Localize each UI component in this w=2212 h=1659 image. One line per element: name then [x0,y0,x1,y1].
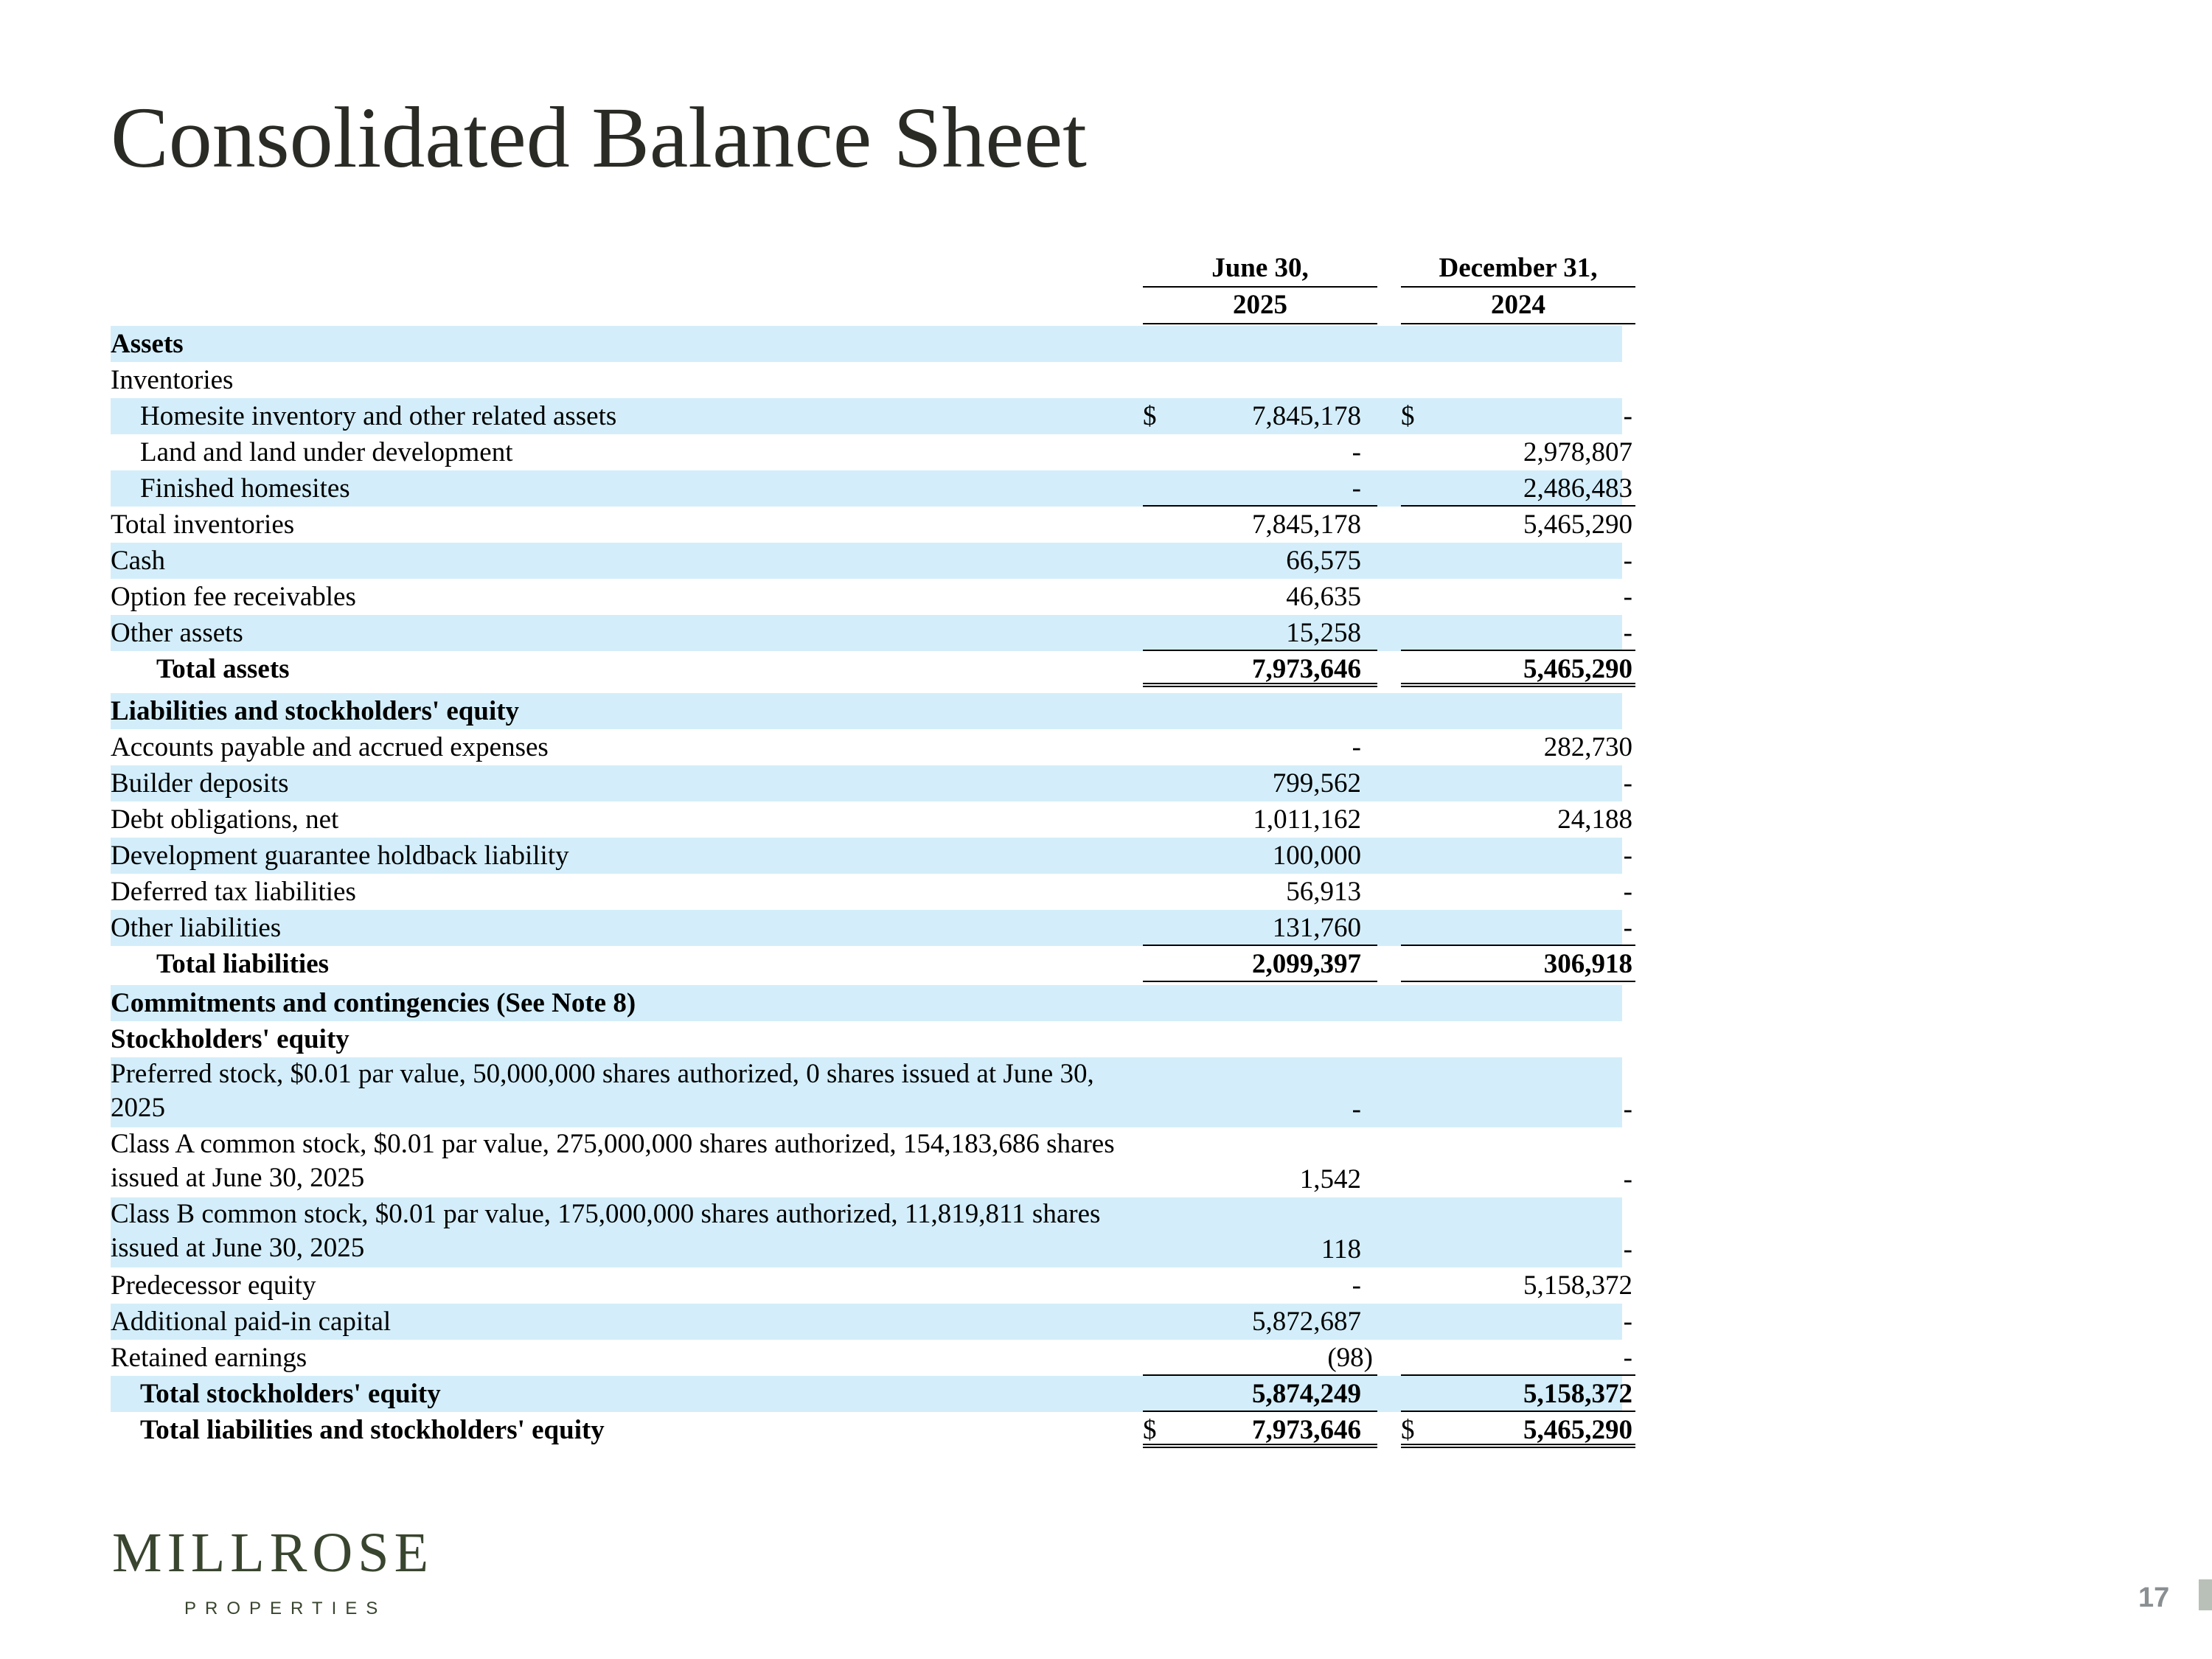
row-cash [111,543,1632,579]
page-number: 17 [2138,1582,2170,1613]
value-cell: 5,158,372 [1401,1376,1635,1412]
value-cell: 2,486,483 [1401,470,1635,507]
value-cell [1143,326,1377,362]
column-header-line1: June 30, [1143,251,1377,288]
logo-wordmark: MILLROSE [112,1522,434,1584]
row-label: Inventories [111,365,234,395]
value-cell: 799,562 [1272,768,1361,799]
row-label: Retained earnings [111,1343,307,1373]
value-cell: 24,188 [1557,804,1632,835]
column-header-line2: 2025 [1143,288,1377,324]
logo-subtitle: PROPERTIES [184,1599,387,1618]
section-header-liabilities [111,693,1622,729]
row-total-stockholders-equity [111,1376,1632,1412]
row-total-inventories [111,507,1632,543]
spacer [111,687,1622,693]
value-cell: - [1401,615,1635,651]
value-cell: - [1623,768,1632,799]
row-land [111,434,1632,470]
row-label: Class B common stock, $0.01 par value, 175,000,000 shares authorized, 11,819,811 shares issued at June 30, 2025 [111,1199,1101,1263]
currency-symbol: $ [1143,401,1157,431]
page-marker-bar [2199,1579,2212,1610]
value-text: 7,845,178 [1252,401,1361,431]
value-cell: - [1623,1234,1632,1265]
row-label: Commitments and contingencies (See Note 8) [111,988,636,1018]
row-retained-earnings [111,1340,1632,1376]
row-label: Land and land under development [140,437,513,467]
value-cell: 2,099,397 [1143,946,1377,982]
value-cell: - [1623,546,1632,576]
value-cell: - [1143,470,1377,507]
row-label: Stockholders' equity [111,1024,349,1054]
row-label: Finished homesites [140,473,350,504]
row-label: Other assets [111,618,243,648]
value-cell: 5,465,290 [1401,651,1635,687]
value-cell: 100,000 [1272,841,1361,871]
value-text: 5,465,290 [1523,1415,1632,1445]
value-cell: 118 [1321,1234,1361,1265]
value-cell: 7,973,646 [1143,651,1377,687]
section-header-assets [111,326,1622,362]
value-cell: 56,913 [1286,877,1361,907]
value-text: - [1623,401,1632,431]
row-label: Deferred tax liabilities [111,877,356,907]
row-label: Total liabilities and stockholders' equity [140,1415,605,1445]
value-cell: - [1401,910,1635,946]
millrose-logo [112,1522,434,1619]
row-label: Total stockholders' equity [140,1379,441,1409]
value-cell: 5,874,249 [1143,1376,1377,1412]
value-cell: 5,158,372 [1523,1270,1632,1301]
value-cell: - [1352,732,1361,762]
row-accounts-payable [111,729,1632,765]
value-cell: - [1623,841,1632,871]
row-commitments [111,985,1622,1021]
row-label: Option fee receivables [111,582,356,612]
row-option-fee-receivables [111,579,1632,615]
row-label: Total liabilities [156,949,330,979]
row-finished-homesites [111,470,1632,507]
value-cell: 5,872,687 [1252,1307,1361,1337]
row-inventories [111,362,1622,398]
row-label: Assets [111,329,184,359]
value-cell: - [1401,1340,1635,1376]
column-header-december-2024 [1401,251,1635,324]
row-label: Accounts payable and accrued expenses [111,732,549,762]
value-cell: 5,465,290 [1523,509,1632,540]
value-cell: - [1623,582,1632,612]
row-label: Total inventories [111,509,295,540]
row-total-liabilities [111,946,1632,982]
value-cell: 306,918 [1401,946,1635,982]
row-label: Cash [111,546,165,576]
value-cell [1143,1412,1377,1448]
row-label: Additional paid-in capital [111,1307,392,1337]
value-cell: - [1623,877,1632,907]
value-cell [1401,398,1635,434]
row-development-guarantee [111,838,1632,874]
row-deferred-tax [111,874,1632,910]
value-cell: - [1352,437,1361,467]
row-class-a-stock [111,1127,1632,1197]
value-text: 7,973,646 [1252,1415,1361,1445]
row-class-b-stock [111,1197,1632,1267]
value-cell: 7,845,178 [1252,509,1361,540]
row-label: Total assets [156,654,290,684]
column-headers [111,251,1622,326]
row-debt-obligations [111,801,1632,838]
value-cell: - [1623,1164,1632,1194]
value-cell: 1,011,162 [1253,804,1361,835]
currency-symbol: $ [1401,401,1415,431]
value-cell [1401,1412,1635,1448]
row-label: Development guarantee holdback liability [111,841,569,871]
value-cell: 66,575 [1286,546,1361,576]
row-label: Class A common stock, $0.01 par value, 275,000,000 shares authorized, 154,183,686 shares issued at June 30, 2025 [111,1129,1115,1193]
row-preferred-stock [111,1057,1632,1127]
column-header-june-2025 [1143,251,1377,324]
value-cell: 282,730 [1543,732,1632,762]
row-other-assets [111,615,1632,651]
row-label: Preferred stock, $0.01 par value, 50,000,000 shares authorized, 0 shares issued at June 30, 2025 [111,1059,1094,1123]
row-label: Builder deposits [111,768,289,799]
value-cell: - [1623,1307,1632,1337]
row-total-liabilities-and-equity [111,1412,1632,1448]
page-title: Consolidated Balance Sheet [111,89,1087,186]
value-cell: - [1352,1094,1361,1124]
currency-symbol: $ [1401,1415,1415,1445]
value-cell: 46,635 [1286,582,1361,612]
row-predecessor-equity [111,1267,1632,1304]
value-cell: 1,542 [1299,1164,1361,1194]
row-label: Homesite inventory and other related assets [140,401,617,431]
value-cell: - [1352,1270,1361,1301]
value-cell: 2,978,807 [1523,437,1632,467]
column-header-line2: 2024 [1401,288,1635,324]
currency-symbol: $ [1143,1415,1157,1445]
value-cell [1401,326,1635,362]
value-cell: (98) [1143,1340,1377,1376]
row-label: Liabilities and stockholders' equity [111,696,520,726]
row-label: Predecessor equity [111,1270,316,1301]
value-cell: 131,760 [1143,910,1377,946]
row-label: Debt obligations, net [111,804,339,835]
row-other-liabilities [111,910,1632,946]
balance-sheet-table [111,251,1632,1448]
row-additional-paid-in-capital [111,1304,1632,1340]
section-header-equity [111,1021,1622,1057]
value-cell: - [1623,1094,1632,1124]
row-homesite-inventory [111,398,1632,434]
row-label: Other liabilities [111,913,282,943]
value-cell: 15,258 [1143,615,1377,651]
value-cell [1143,398,1377,434]
row-total-assets [111,651,1632,687]
column-header-line1: December 31, [1401,251,1635,288]
row-builder-deposits [111,765,1632,801]
